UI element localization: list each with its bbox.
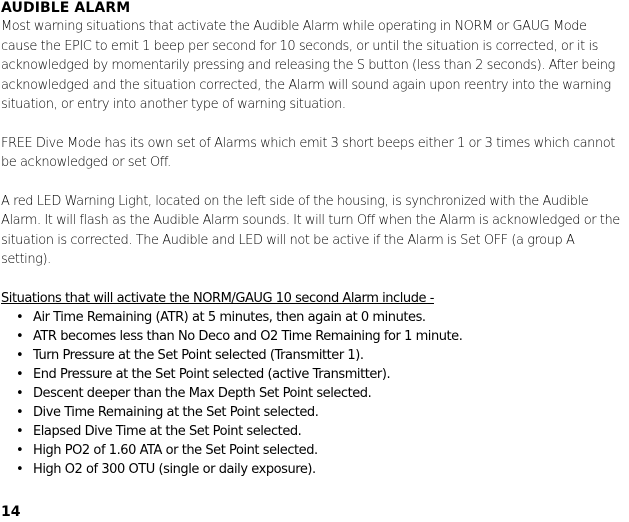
list-item [16,441,625,460]
list-item-text: Turn Pressure at the Set Point selected (Transmitter 1). [33,348,364,363]
section-heading: AUDIBLE ALARM [1,0,131,16]
bullet-icon: • [16,424,24,439]
bullet-icon: • [16,405,24,420]
bullet-icon: • [16,443,24,458]
list-item-text: Dive Time Remaining at the Set Point selected. [33,405,319,420]
bullet-icon: • [16,367,24,382]
alarm-list-title: Situations that will activate the NORM/GAUG 10 second Alarm include - [1,290,434,306]
paragraph-spacer [1,173,625,192]
bullet-icon: • [16,329,24,344]
list-item-text: Descent deeper than the Max Depth Set Point selected. [33,386,372,401]
list-item [16,422,625,441]
list-item [16,327,625,346]
list-item-text: Elapsed Dive Time at the Set Point selected. [33,424,302,439]
list-item [16,346,625,365]
page-number: 14 [1,504,21,520]
list-item [16,384,625,403]
bullet-icon: • [16,386,24,401]
bullet-icon: • [16,462,24,477]
list-item [16,365,625,384]
paragraph-led-warning: A red LED Warning Light, located on the left side of the housing, is synchronized with the Audible Alarm. It will flash as the Audible Alarm sounds. It will turn Off when the Alarm is acknowledged or the situation is corrected. The Audible and LED will not be active if the Alarm is Set OFF (a group A setting). [1,193,620,267]
list-item-text: ATR becomes less than No Deco and O2 Time Remaining for 1 minute. [33,329,463,344]
paragraph-spacer [1,270,625,289]
list-item-text: High PO2 of 1.60 ATA or the Set Point selected. [33,443,318,458]
paragraph-spacer [1,115,625,134]
bullet-icon: • [16,348,24,363]
list-item [16,308,625,327]
bullet-icon: • [16,310,24,325]
paragraph-norm-gaug-alarm: Most warning situations that activate the Audible Alarm while operating in NORM or GAUG Mode cause the EPIC to emit 1 beep per second for 10 seconds, or until the situation is corrected, or it is acknowledged by momentarily pressing and releasing the S button (less than 2 seconds). After being acknowledged and the situation corrected, the Alarm will sound again upon reentry into the warning situation, or entry into another type of warning situation. [1,19,615,112]
list-item [16,460,625,479]
paragraph-free-dive-alarm: FREE Dive Mode has its own set of Alarms which emit 3 short beeps either 1 or 3 times which cannot be acknowledged or set Off. [1,135,615,170]
list-item [16,403,625,422]
list-item-text: Air Time Remaining (ATR) at 5 minutes, then again at 0 minutes. [33,310,426,325]
alarm-situation-list [1,308,625,479]
list-item-text: End Pressure at the Set Point selected (active Transmitter). [33,367,391,382]
list-item-text: High O2 of 300 OTU (single or daily exposure). [33,462,316,477]
